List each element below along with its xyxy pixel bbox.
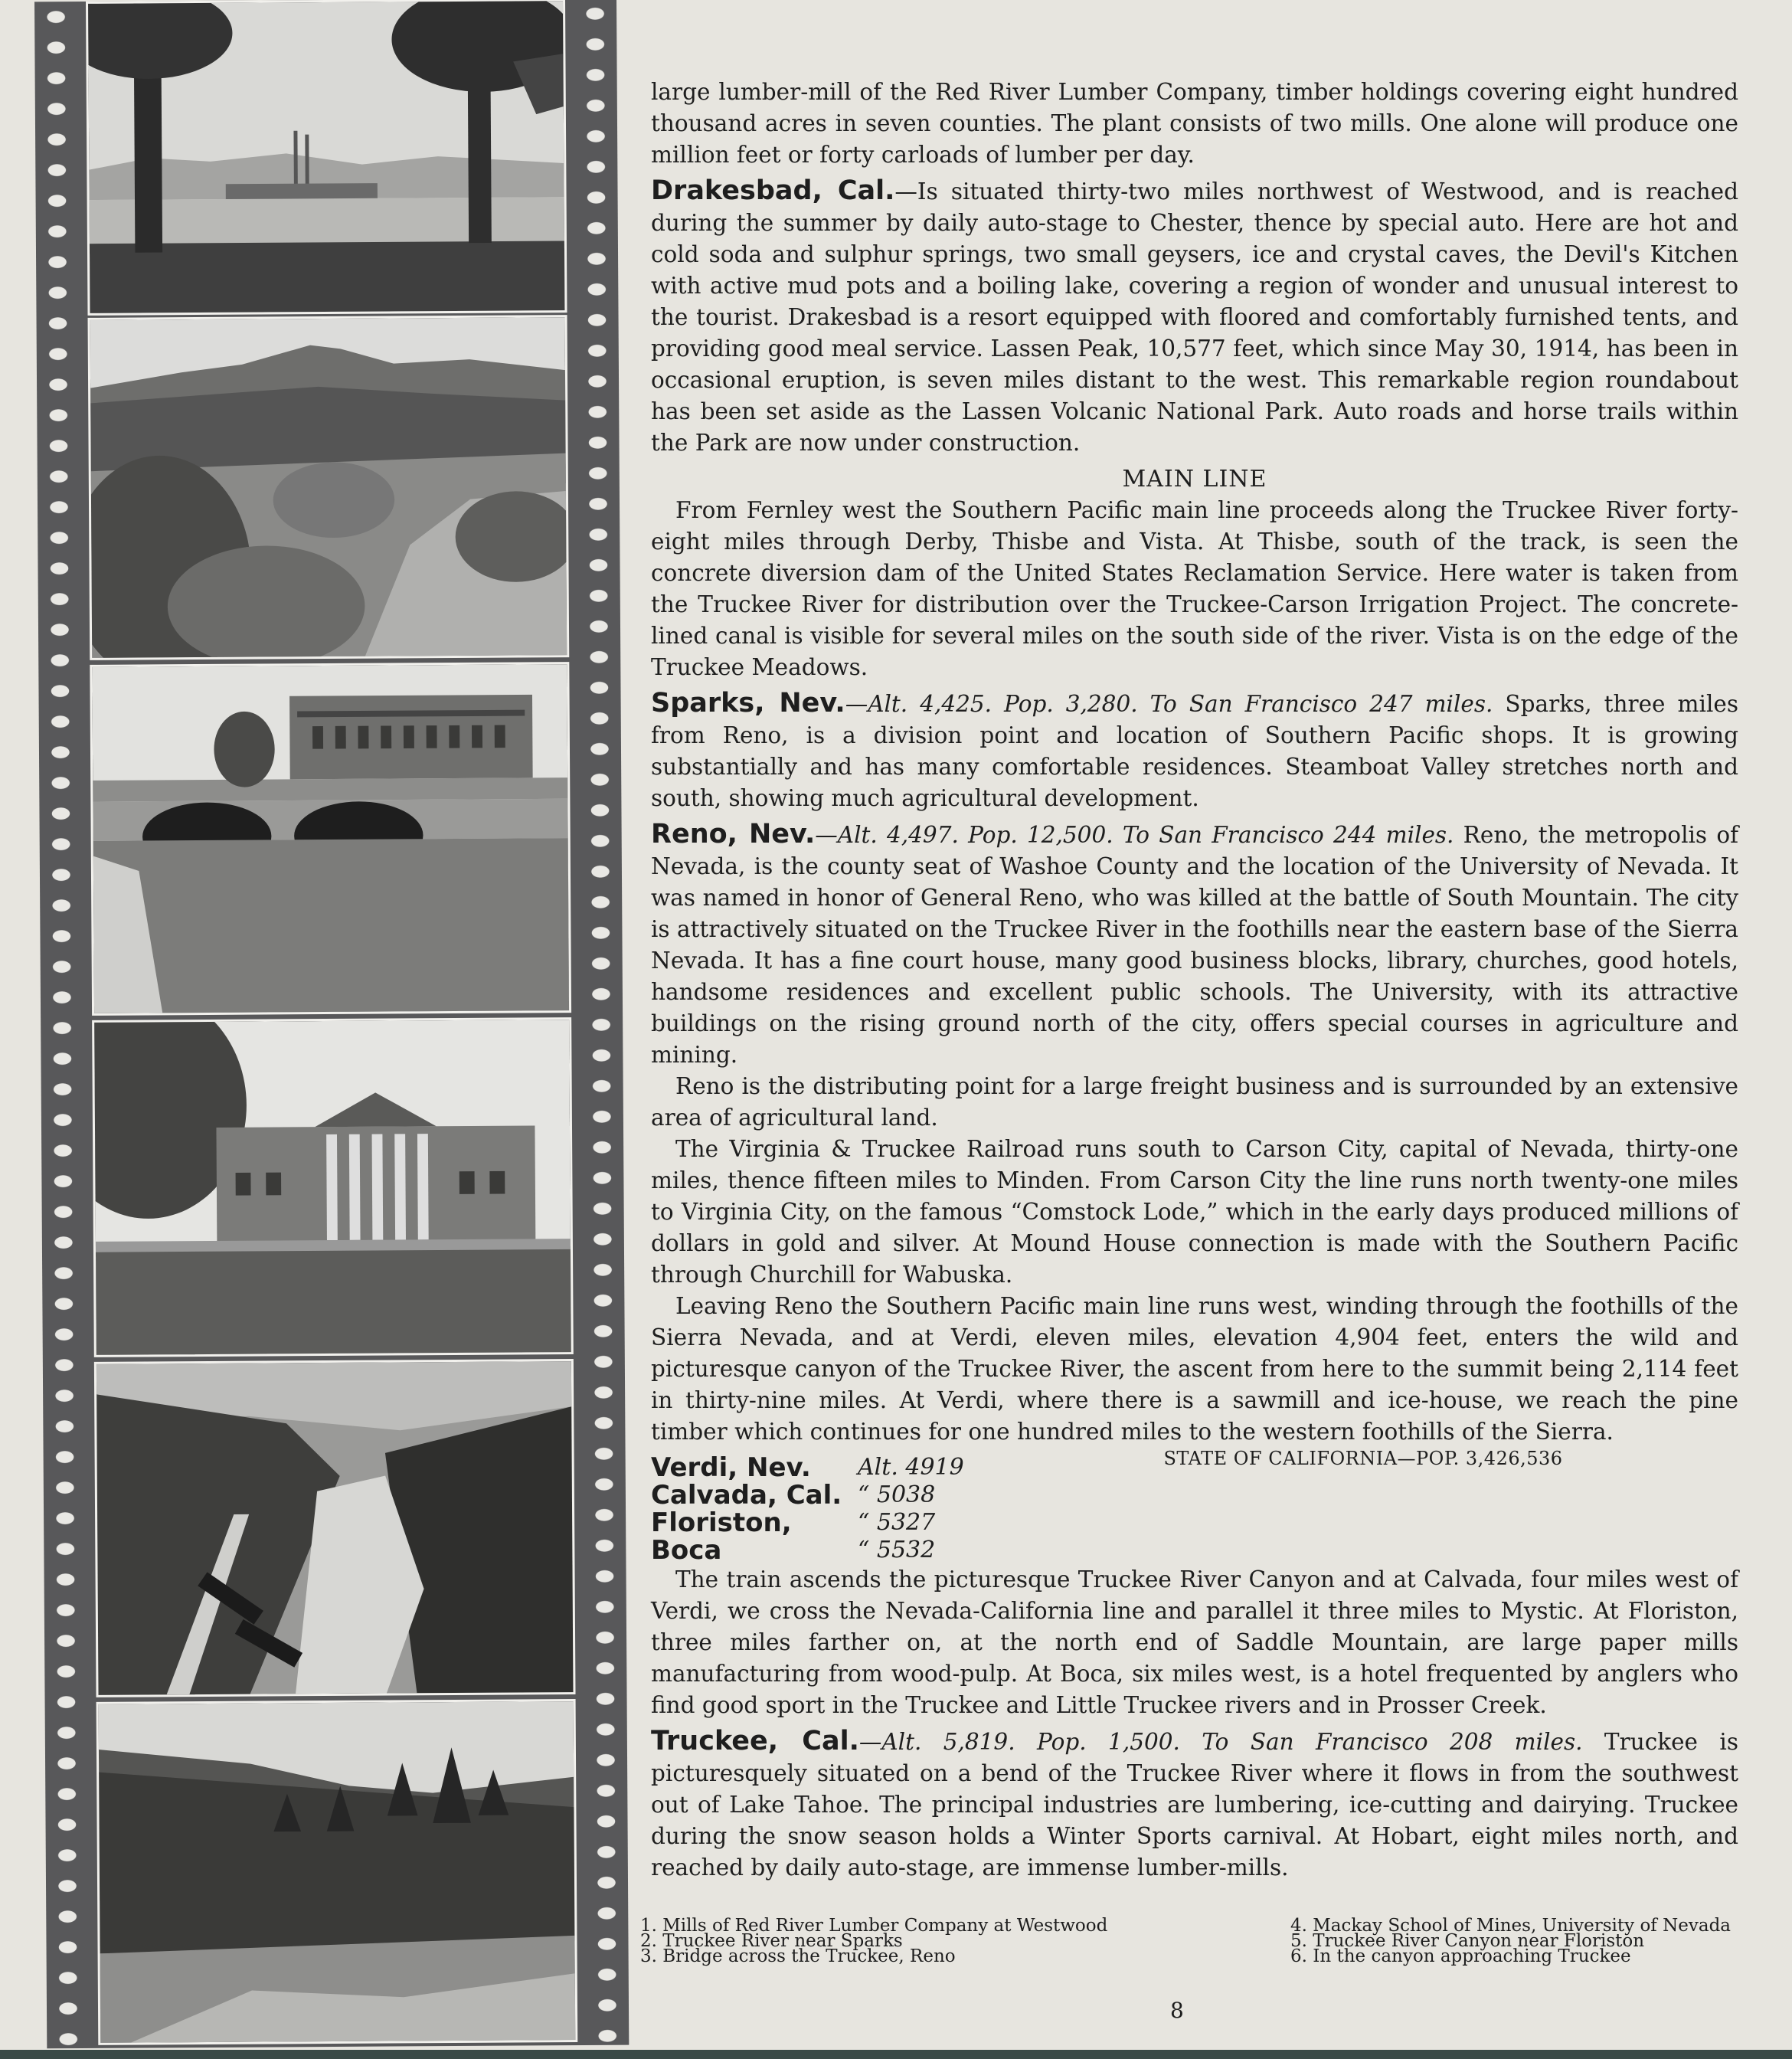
body-drakesbad: —Is situated thirty-two miles northwest of Westwood, and is reached during the summer by daily auto-stage to Chester, thence by special auto. Here are hot and cold soda and sulphur springs, two small geysers, ice and crystal caves, the Devil's Kitchen with active mud pots and a boiling lake, covering a region of wonder and unusual interest to the tourist. Drakesbad is a resort equipped with floored and comfortably furnished tents, and providing good meal service. Lassen Peak, 10,577 feet, which since May 30, 1914, has been in occasional eruption, is seven miles distant to the west. This remarkable region roundabout has been set aside as the Lassen Volcanic National Park. Auto roads and horse trails within the Park are now under construction. <box>651 178 1738 456</box>
station-altitude: “ 5327 <box>858 1509 936 1536</box>
heading-sparks: Sparks, Nev. <box>651 688 845 719</box>
paragraph-canyon: The train ascends the picturesque Truckee River Canyon and at Calvada, four miles west of Verdi, we cross the Nevada-California line and parallel it three miles to Mystic. At Floriston, three miles farther on, at the north end of Saddle Mountain, are large paper mills manufacturing from wood-pulp. At Boca, six miles west, is a hotel frequented by anglers who find good sport in the Truckee and Little Truckee rivers and in Prosser Creek. <box>651 1566 1738 1718</box>
heading-truckee: Truckee, Cal. <box>651 1726 859 1756</box>
state-of-california-line: STATE OF CALIFORNIA—POP. 3,426,536 <box>1163 1448 1563 1469</box>
photo-mackay-school-of-mines <box>92 1017 574 1357</box>
body-truckee: Truckee is picturesquely situated on a bend of the Truckee River where it flows in from the southwest out of Lake Tahoe. The principal industries are lumbering, ice-cutting and dairying. Truckee during the snow season holds a Winter Sports carnival. At Hobart, eight miles north, and reached by daily auto-stage, are immense lumber-mills. <box>651 1729 1738 1881</box>
photo-bridge-reno <box>90 662 571 1016</box>
station-name: Calvada, Cal. <box>651 1480 842 1511</box>
stats-reno: —Alt. 4,497. Pop. 12,500. To San Francisco 244 miles. <box>815 822 1454 848</box>
photo-captions <box>640 1918 1731 1964</box>
caption-2: 2. Truckee River near Sparks <box>640 1931 903 1951</box>
station-altitudes <box>858 1448 988 1564</box>
heading-reno: Reno, Nev. <box>651 819 816 849</box>
photo-truckee-river-sparks <box>88 315 570 660</box>
body-sparks: Sparks, three miles from Reno, is a division point and location of Southern Pacific shops. It is growing substantially and has many comfortable residences. Steamboat Valley stretches north and south, showing much agricultural development. <box>651 691 1738 811</box>
paragraph-freight: Reno is the distributing point for a large freight business and is surrounded by an extensive area of agricultural land. <box>651 1073 1738 1131</box>
station-name: Floriston, <box>651 1507 792 1538</box>
section-title-main-line: MAIN LINE <box>1122 466 1267 493</box>
station-names <box>651 1448 858 1564</box>
article-text <box>651 77 1738 1884</box>
captions-left <box>640 1918 1107 1964</box>
photo-truckee-canyon-floriston <box>94 1359 576 1697</box>
captions-right <box>1290 1918 1731 1964</box>
station-name: Boca <box>651 1535 722 1566</box>
film-strip <box>34 0 629 2048</box>
caption-5: 5. Truckee River Canyon near Floriston <box>1290 1931 1645 1951</box>
heading-drakesbad: Drakesbad, Cal. <box>651 175 895 206</box>
station-block <box>651 1448 1738 1564</box>
paragraph-fernley: From Fernley west the Southern Pacific main line proceeds along the Truckee River forty-eight miles through Derby, Thisbe and Vista. At Thisbe, south of the track, is seen the concrete diversion dam of the United States Reclamation Service. Here water is taken from the Truckee River for distribution over the Truckee-Carson Irrigation Project. The concrete-lined canal is visible for several miles on the south side of the river. Vista is on the edge of the Truckee Meadows. <box>651 497 1738 680</box>
caption-6: 6. In the canyon approaching Truckee <box>1290 1946 1631 1966</box>
entry-truckee <box>651 1726 1738 1884</box>
stats-sparks: —Alt. 4,425. Pop. 3,280. To San Francisco 247 miles. <box>845 691 1493 717</box>
film-sprockets-right <box>584 0 618 2045</box>
page-bottom-edge <box>0 2050 1792 2059</box>
entry-reno <box>651 819 1738 1071</box>
caption-4: 4. Mackay School of Mines, University of Nevada <box>1290 1916 1731 1936</box>
entry-sparks <box>651 688 1738 814</box>
paragraph-leaving-reno: Leaving Reno the Southern Pacific main line runs west, winding through the foothills of the Sierra Nevada, and at Verdi, eleven miles, elevation 4,904 feet, enters the wild and picturesque canyon of the Truckee River, the ascent from here to the summit being 2,114 feet in thirty-nine miles. At Verdi, where there is a sawmill and ice-house, we reach the pine timber which continues for one hundred miles to the western foothills of the Sierra. <box>651 1293 1738 1445</box>
station-altitude: “ 5038 <box>858 1481 936 1508</box>
photo-canyon-approaching-truckee <box>96 1699 578 2045</box>
station-altitude: Alt. 4919 <box>858 1454 964 1481</box>
station-altitude: “ 5532 <box>858 1537 936 1563</box>
station-name: Verdi, Nev. <box>651 1452 811 1483</box>
paragraph-lumber-mill: large lumber-mill of the Red River Lumber Company, timber holdings covering eight hundred thousand acres in seven counties. The plant consists of two mills. One alone will produce one million feet or forty carloads of lumber per day. <box>651 79 1738 168</box>
body-reno: Reno, the metropolis of Nevada, is the county seat of Washoe County and the location of the University of Nevada. It was named in honor of General Reno, who was killed at the battle of South Mountain. The city is attractively situated on the Truckee River in the foothills near the eastern base of the Sierra Nevada. It has a fine court house, many good business blocks, library, churches, good hotels, handsome residences and excellent public schools. The University, with its attractive buildings on the rising ground north of the city, offers special courses in agriculture and mining. <box>651 822 1738 1068</box>
paragraph-virginia-truckee: The Virginia & Truckee Railroad runs south to Carson City, capital of Nevada, thirty-one miles, thence fifteen miles to Minden. From Carson City the line runs north twenty-one miles to Virginia City, on the famous “Comstock Lode,” which in the early days produced millions of dollars in gold and silver. At Mound House connection is made with the Southern Pacific through Churchill for Wabuska. <box>651 1136 1738 1288</box>
page-number: 8 <box>1170 1998 1184 2023</box>
caption-1: 1. Mills of Red River Lumber Company at Westwood <box>640 1916 1108 1936</box>
stats-truckee: —Alt. 5,819. Pop. 1,500. To San Francisco 208 miles. <box>858 1729 1583 1755</box>
caption-3: 3. Bridge across the Truckee, Reno <box>640 1946 956 1966</box>
film-sprockets-left <box>45 2 79 2048</box>
entry-drakesbad <box>651 175 1738 459</box>
photo-lumber-mill-westwood <box>86 0 567 316</box>
state-line-block <box>988 1448 1738 1564</box>
